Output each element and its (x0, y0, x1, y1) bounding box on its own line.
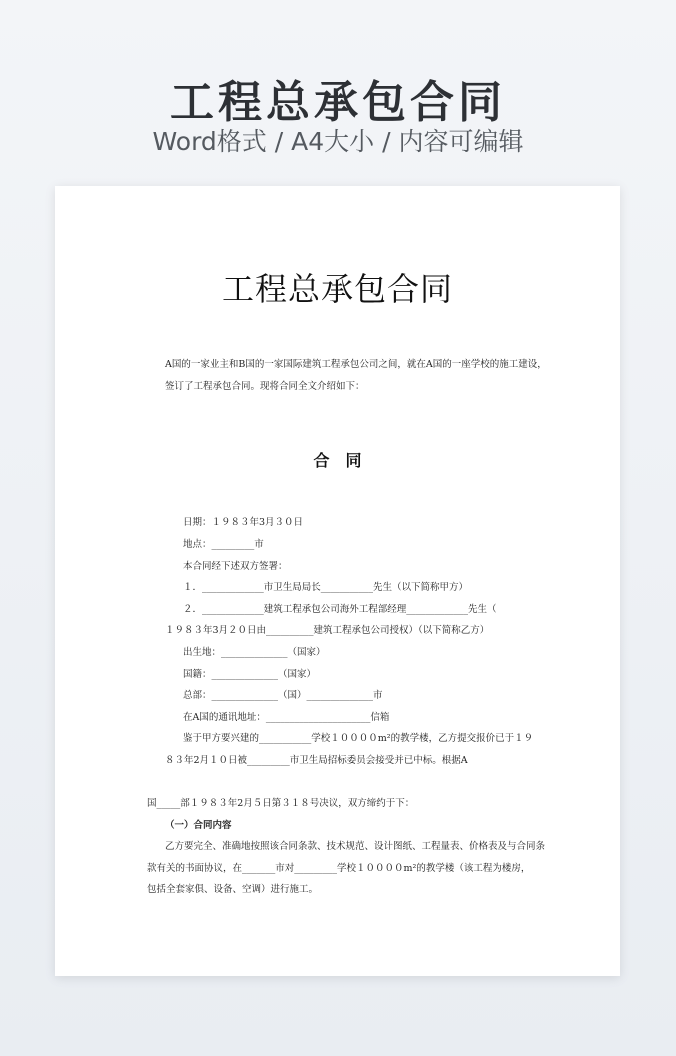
intro-line-2: 签订了工程承包合同。现将合同全文介绍如下： (165, 381, 365, 392)
section1-heading: （一）合同内容 (165, 820, 232, 831)
party2-line: ２．_____________建筑工程承包公司海外工程部经理_____________先生（ (183, 604, 497, 615)
whereas-line-1: 鉴于甲方要兴建的___________学校１００００m²的教学楼，乙方提交报价已于１９ (183, 733, 534, 744)
headquarters-line: 总部：______________（国）______________市 (183, 690, 383, 701)
birthplace-line: 出生地：______________（国家） (183, 647, 326, 658)
intro-line-1: A国的一家业主和B国的一家国际建筑工程承包公司之间，就在A国的一座学校的施工建设， (165, 359, 547, 370)
resolution-line: 国_____部１９８３年2月５日第３１８号决议，双方缔约于下： (147, 798, 415, 809)
nationality-line: 国籍：______________（国家） (183, 669, 317, 680)
banner-title: 工程总承包合同 (170, 77, 506, 128)
banner-subtitle: Word格式 / A4大小 / 内容可编辑 (152, 127, 524, 156)
date-line: 日期：１９８３年3月３０日 (183, 517, 304, 528)
section1-line-3: 包括全套家俱、设备、空调）进行施工。 (147, 884, 319, 895)
party2-continuation: １９８３年3月２０日由__________建筑工程承包公司授权）（以下简称乙方） (165, 625, 490, 636)
section1-line-1: 乙方要完全、准确地按照该合同条款、技术规范、设计图纸、工程量表、价格表及与合同条 (165, 841, 546, 852)
party1-line: １．_____________市卫生局局长___________先生（以下简称甲方） (183, 582, 469, 593)
signed-by-line: 本合同经下述双方签署： (183, 561, 288, 572)
place-line: 地点：_________市 (183, 539, 264, 550)
section1-line-2: 款有关的书面协议，在_______市对_________学校１００００m²的教学楼（该工程为楼房， (147, 863, 531, 874)
contract-heading: 合 同 (313, 451, 362, 470)
address-line: 在A国的通讯地址：______________________信箱 (183, 712, 390, 723)
document-title: 工程总承包合同 (221, 270, 453, 308)
document-page (55, 186, 620, 976)
whereas-line-2: ８３年2月１０日被_________市卫生局招标委员会接受并已中标。根据A (165, 755, 468, 766)
